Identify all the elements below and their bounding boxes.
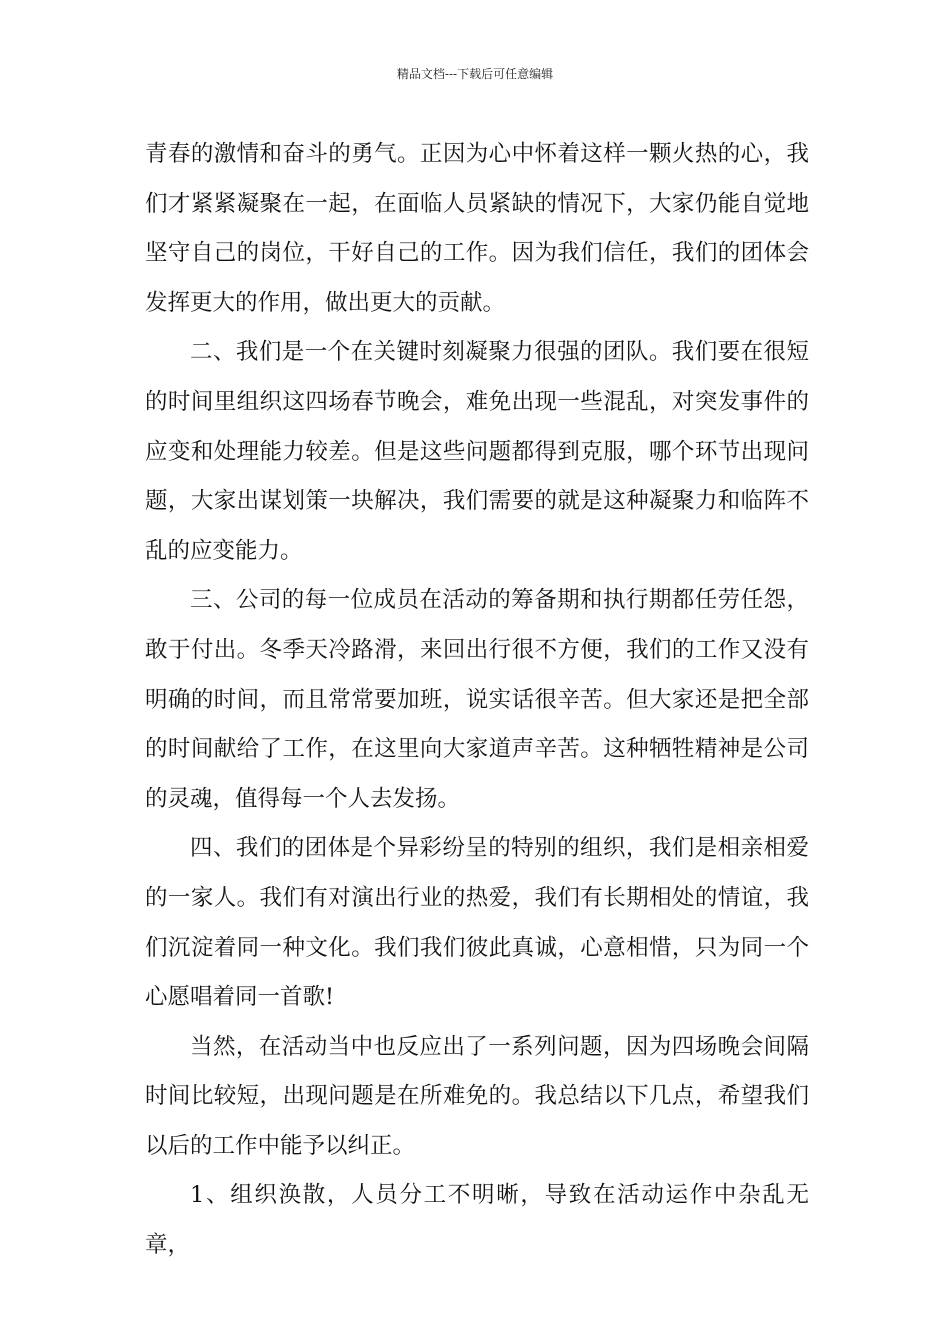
paragraph-2: 二、我们是一个在关键时刻凝聚力很强的团队。我们要在很短的时间里组织这四场春节晚会，难免出现一些混乱，对突发事件的应变和处理能力较差。但是这些问题都得到克服，哪个环节出现问题，大家出谋划策一块解决，我们需要的就是这种凝聚力和临阵不乱的应变能力。 [145, 339, 809, 564]
document-body [145, 130, 809, 1271]
paragraph-3: 三、公司的每一位成员在活动的筹备期和执行期都任劳任怨，敢于付出。冬季天冷路滑，来回出行很不方便，我们的工作又没有明确的时间，而且常常要加班，说实话很辛苦。但大家还是把全部的时间献给了工作，在这里向大家道声辛苦。这种牺牲精神是公司的灵魂，值得每一个人去发扬。 [145, 587, 809, 812]
paragraph-6: 1、组织涣散，人员分工不明晰，导致在活动运作中杂乱无章， [145, 1182, 809, 1259]
paragraph-5: 当然，在活动当中也反应出了一系列问题，因为四场晚会间隔时间比较短，出现问题是在所难免的。我总结以下几点，希望我们以后的工作中能予以纠正。 [145, 1033, 809, 1159]
paragraph-1: 青春的激情和奋斗的勇气。正因为心中怀着这样一颗火热的心，我们才紧紧凝聚在一起，在面临人员紧缺的情况下，大家仍能自觉地坚守自己的岗位，干好自己的工作。因为我们信任，我们的团体会发挥更大的作用，做出更大的贡献。 [145, 141, 809, 316]
paragraph-4: 四、我们的团体是个异彩纷呈的特别的组织，我们是相亲相爱的一家人。我们有对演出行业的热爱，我们有长期相处的情谊，我们沉淀着同一种文化。我们我们彼此真诚，心意相惜，只为同一个心愿唱着同一首歌! [145, 835, 809, 1011]
page-header: 精品文档---下载后可任意编辑 [396, 67, 554, 81]
